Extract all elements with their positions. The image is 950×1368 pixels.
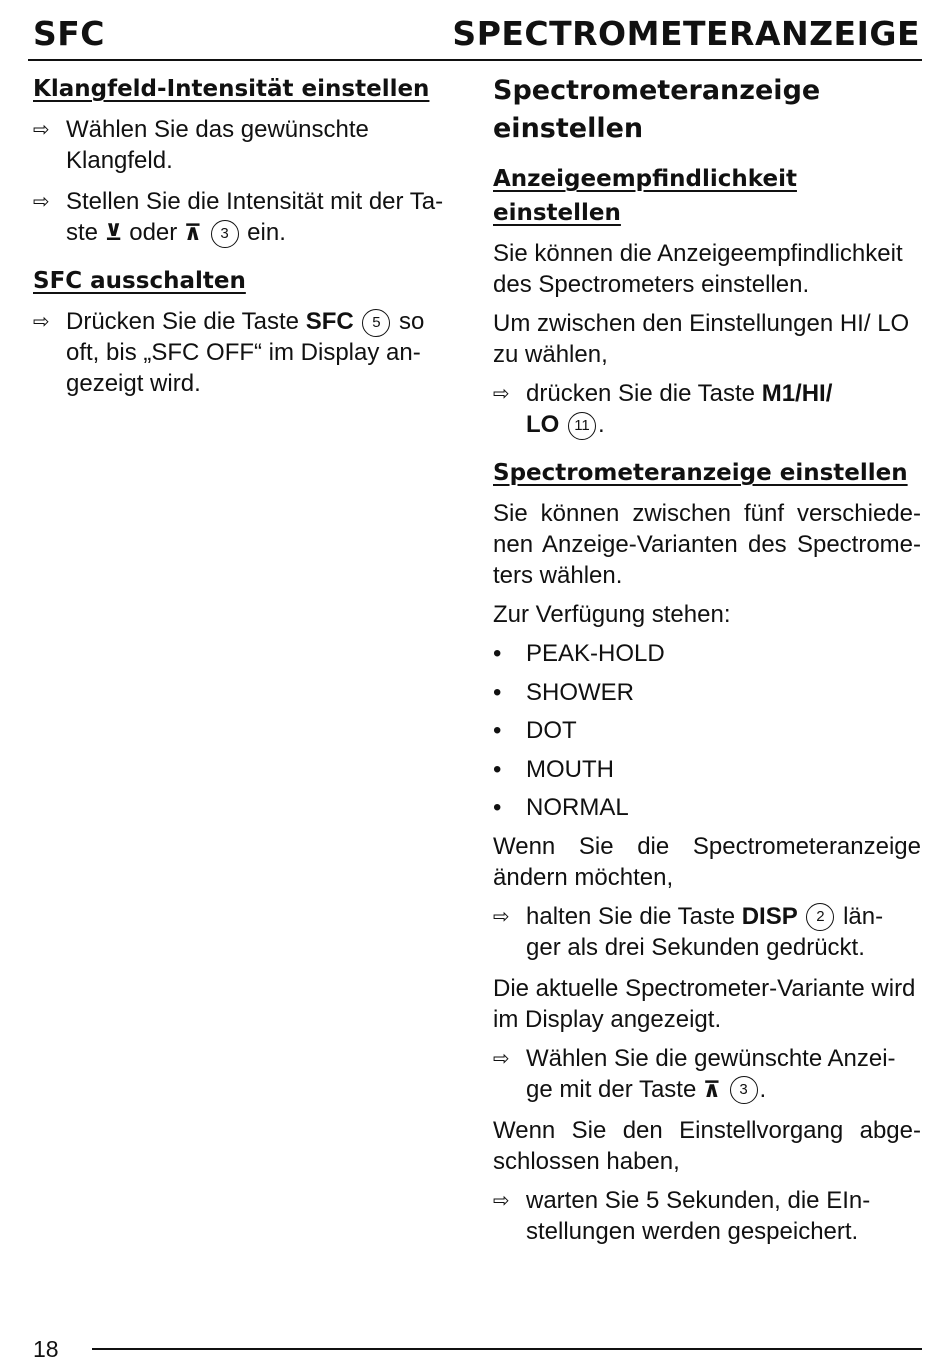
list-item: • NORMAL	[493, 794, 629, 821]
section-title-left: SFC	[33, 14, 106, 53]
footer-rule	[92, 1348, 922, 1350]
arrow-right-icon: ⇨	[33, 191, 50, 213]
heading-anzeigeempfindlichkeit: Anzeigeempfindlichkeit einstellen	[493, 166, 797, 226]
list-item: • PEAK-HOLD	[493, 640, 665, 667]
heading-klangfeld-intensitaet: Klangfeld-Intensität einstellen	[33, 76, 430, 102]
key-number-badge: 3	[730, 1076, 758, 1104]
arrow-right-icon: ⇨	[493, 383, 510, 405]
step-wait-saved: ⇨ warten Sie 5 Sekunden, die EIn- stellungen werden gespeichert.	[493, 1186, 871, 1245]
paragraph-change-display: Wenn Sie die Spectrometeranzeige ändern möchten,	[493, 832, 921, 891]
step-select-display: ⇨ Wählen Sie die gewünschte Anzei- ge mit der Taste ⊼ 3 .	[493, 1044, 896, 1103]
paragraph-available: Zur Verfügung stehen:	[493, 601, 731, 628]
paragraph-sensitivity: Sie können die Anzeigeempfindlichkeit des Spectrometers einstellen.	[493, 240, 903, 298]
page-number: 18	[33, 1336, 59, 1362]
up-key-icon: ⊼	[702, 1076, 721, 1102]
step-set-intensity: ⇨ Stellen Sie die Intensität mit der Ta- ste ⊻ oder ⊼ 3 ein.	[33, 188, 444, 246]
right-column	[493, 72, 921, 1257]
key-number-badge: 2	[806, 903, 834, 931]
arrow-right-icon: ⇨	[33, 311, 50, 333]
heading-sfc-ausschalten: SFC ausschalten	[33, 268, 246, 294]
header-rule	[28, 59, 922, 61]
list-item: • DOT	[493, 717, 577, 744]
step-hold-disp: ⇨ halten Sie die Taste DISP 2 län- ger als drei Sekunden gedrückt.	[493, 902, 884, 961]
left-column	[33, 72, 463, 409]
list-item: • SHOWER	[493, 678, 634, 706]
arrow-right-icon: ⇨	[493, 905, 510, 928]
paragraph-finished: Wenn Sie den Einstellvorgang abge-schlossen haben,	[493, 1116, 921, 1175]
key-number-badge: 3	[211, 220, 239, 248]
paragraph-current-variant: Die aktuelle Spectrometer-Variante wird im Display angezeigt.	[493, 974, 916, 1033]
key-number-badge: 11	[568, 412, 596, 440]
chapter-title: Spectrometeranzeige einstellen	[493, 75, 821, 144]
arrow-right-icon: ⇨	[33, 119, 50, 141]
step-select-soundfield: ⇨ Wählen Sie das gewünschte Klangfeld.	[33, 116, 369, 174]
arrow-right-icon: ⇨	[493, 1047, 510, 1070]
section-title-right: SPECTROMETERANZEIGE	[452, 14, 920, 53]
down-key-icon: ⊻	[104, 220, 123, 245]
paragraph-variants: Sie können zwischen fünf verschiede-nen Anzeige-Varianten des Spectrome-ters wählen.	[493, 500, 921, 589]
step-press-m1-hi-lo: ⇨ drücken Sie die Taste M1/HI/ LO 11 .	[493, 380, 833, 438]
arrow-right-icon: ⇨	[493, 1189, 510, 1212]
paragraph-hi-lo: Um zwischen den Einstellungen HI/ LO zu wählen,	[493, 310, 910, 368]
up-key-icon: ⊼	[183, 220, 202, 245]
heading-spectrometeranzeige: Spectrometeranzeige einstellen	[493, 460, 908, 486]
step-press-sfc: ⇨ Drücken Sie die Taste SFC 5 so oft, bis „SFC OFF“ im Display an- gezeigt wird.	[33, 308, 425, 397]
list-item: • MOUTH	[493, 755, 614, 783]
key-number-badge: 5	[362, 309, 390, 337]
